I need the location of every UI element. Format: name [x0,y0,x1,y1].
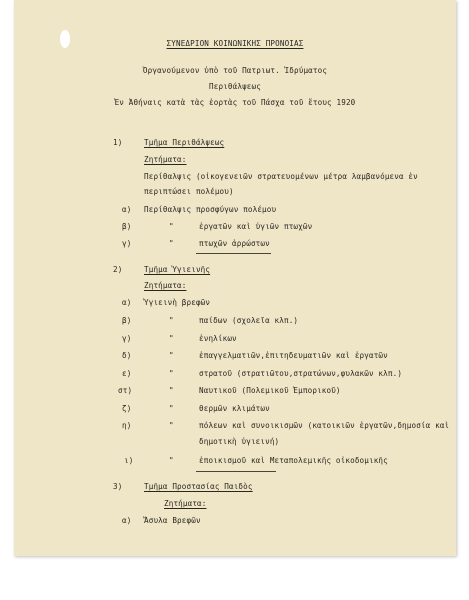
organizer-line: Ὀργανούμενον ὑπὸ τοῦ Πατριωτ. Ἱδρύματος [142,66,328,75]
list-item: παίδων (σχολεῖα κλπ.) [199,316,299,325]
ditto-mark: " [169,369,174,378]
item-mark: β) [122,316,132,325]
section-title: Τμῆμα Ὑγιεινῆς [144,265,211,274]
item-mark: α) [122,298,132,307]
section-subtitle: Ζητήματα: [144,155,187,164]
item-mark: ε) [122,369,132,378]
list-item: θερμῶν κλιμάτων [199,404,270,413]
ditto-mark: " [169,351,174,360]
ditto-mark: " [169,456,174,465]
item-mark: γ) [122,334,132,343]
section-intro: Περίθαλψις (οἰκογενειῶν στρατευομένων μέτρα λαμβανόμενα ἐν [144,172,418,181]
section-number: 3) [113,482,123,491]
section-number: 2) [113,265,123,274]
ditto-mark: " [169,222,174,231]
list-item: πόλεων καὶ συνοικισμῶν (κατοικιῶν ἐργατῶν,δημοσία καὶ [199,421,450,430]
list-item-cont: δημοτικὴ ὑγιεινή) [199,437,280,446]
item-mark: δ) [122,351,132,360]
item-mark: γ) [122,239,132,248]
document-page [14,0,456,556]
section-subtitle: Ζητήματα: [164,499,207,508]
ditto-mark: " [169,404,174,413]
item-mark: β) [122,222,132,231]
list-item: ἐπαγγελματιῶν,ἐπιτηδευματιῶν καὶ ἐργατῶν [199,351,388,360]
list-item: ἐργατῶν καὶ ὑγιῶν πτωχῶν [199,222,313,231]
section-title: Τμῆμα Περιθάλψεως [144,138,225,147]
item-mark: α) [122,205,132,214]
organizer-line-2: Περιθάλψεως [209,82,261,91]
list-item: στρατοῦ (στρατιῶτου,στρατώνων,φυλακῶν κλπ.) [199,369,403,378]
list-item: Περίθαλψις προσφύγων πολέμου [144,205,277,214]
ditto-mark: " [169,334,174,343]
section-subtitle: Ζητήματα: [144,281,187,290]
date-place-line: Ἐν Ἀθήναις κατὰ τὰς ἑορτὰς τοῦ Πάσχα τοῦ ἔτους 1920 [114,98,356,107]
list-item: Ναυτικοῦ (Πολεμικοῦ Ἐμπορικοῦ) [199,386,341,395]
section-number: 1) [113,138,123,147]
section-title: Τμῆμα Προστασίας Παιδὸς [144,482,253,491]
item-mark: στ) [118,386,133,395]
ditto-mark: " [169,386,174,395]
separator-line [196,253,271,254]
item-mark: α) [122,516,132,525]
item-mark: ζ) [122,404,132,413]
ditto-mark: " [169,239,174,248]
item-mark: η) [122,421,132,430]
ditto-mark: " [169,316,174,325]
list-item: Ὑγιεινὴ βρεφῶν [144,298,211,307]
item-mark: ι) [124,456,134,465]
section-intro-cont: περιπτώσει πολέμου) [144,187,234,196]
list-item: ἐποικισμοῦ καὶ Μεταπολεμικῆς οἰκοδομικῆς [199,456,388,465]
list-item: ἐνηλίκων [199,334,237,343]
separator-line [196,471,276,472]
list-item: Ἄσυλα Βρεφῶν [144,516,201,525]
document-heading: ΣΥΝΕΔΡΙΟΝ ΚΟΙΝΩΝΙΚΗΣ ΠΡΟΝΟΙΑΣ [166,39,304,48]
list-item: πτωχῶν ἀρρώστων [199,239,270,248]
ditto-mark: " [169,421,174,430]
